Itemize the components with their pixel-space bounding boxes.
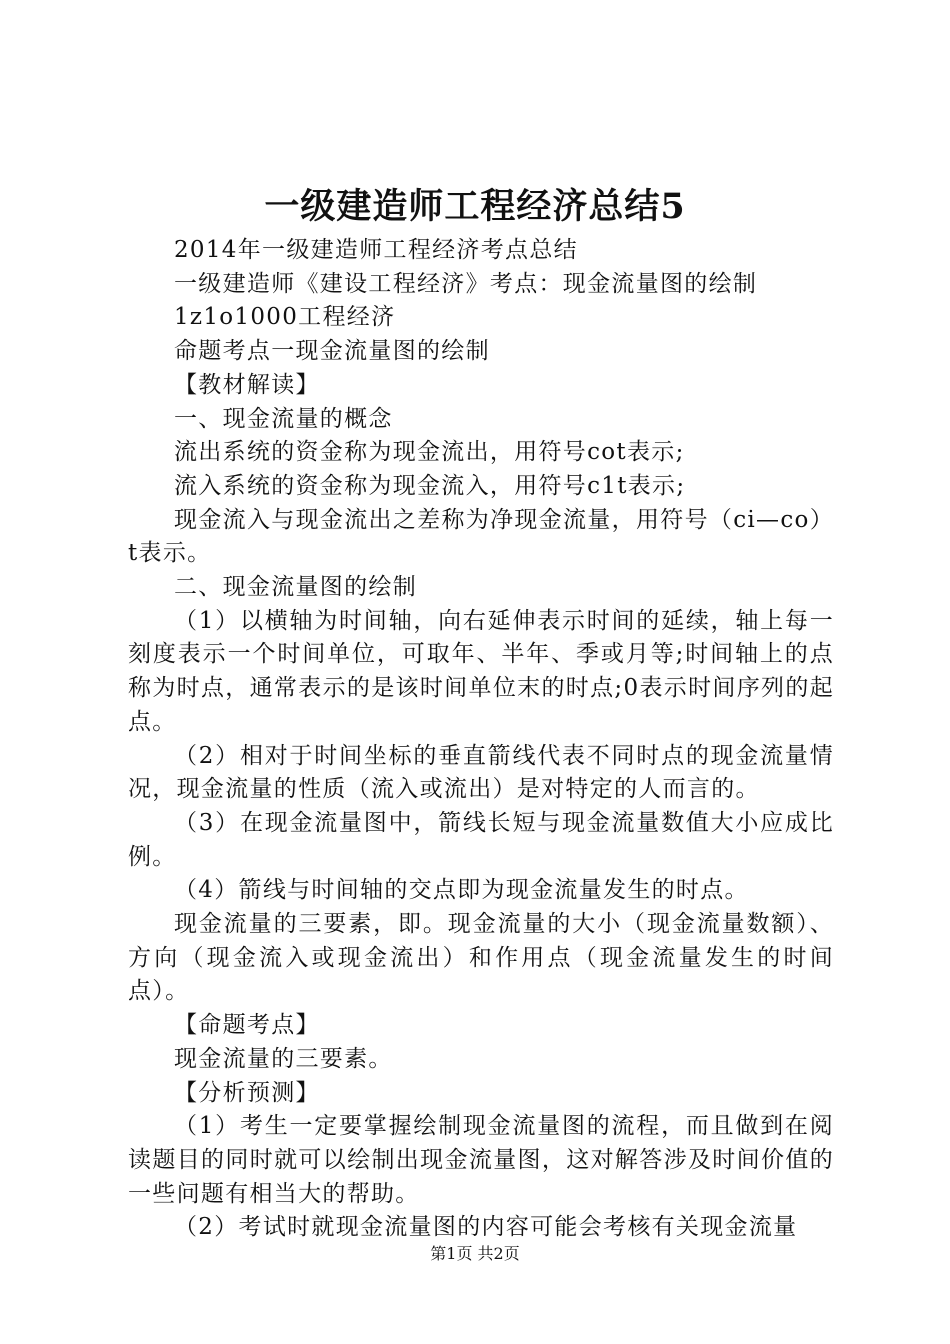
document-body <box>128 234 834 1245</box>
paragraph: 现金流量的三要素。 <box>174 1045 393 1072</box>
paragraph: （2）考试时就现金流量图的内容可能会考核有关现金流量 <box>174 1214 798 1241</box>
paragraph: 现金流入与现金流出之差称为净现金流量，用符号（ci—co）t表示。 <box>128 506 834 567</box>
paragraph: 流入系统的资金称为现金流入，用符号c1t表示; <box>174 472 686 499</box>
section-heading: 【教材解读】 <box>174 371 320 398</box>
page-number-footer: 第1页 共2页 <box>430 1244 520 1263</box>
paragraph: 2014年一级建造师工程经济考点总结 <box>174 237 578 263</box>
paragraph: （4）箭线与时间轴的交点即为现金流量发生的时点。 <box>174 877 749 904</box>
paragraph: （2）相对于时间坐标的垂直箭线代表不同时点的现金流量情况，现金流量的性质（流入或流出）是对特定的人而言的。 <box>128 742 834 803</box>
paragraph: （1）以横轴为时间轴，向右延伸表示时间的延续，轴上每一刻度表示一个时间单位，可取年、半年、季或月等;时间轴上的点称为时点，通常表示的是该时间单位末的时点;0表示时间序列的起点。 <box>128 607 834 735</box>
paragraph: （3）在现金流量图中，箭线长短与现金流量数值大小应成比例。 <box>128 809 834 870</box>
paragraph: 流出系统的资金称为现金流出，用符号cot表示; <box>174 439 685 466</box>
document-title: 一级建造师工程经济总结5 <box>264 186 686 227</box>
section-heading: 一、现金流量的概念 <box>174 405 393 432</box>
paragraph: 一级建造师《建设工程经济》考点：现金流量图的绘制 <box>174 270 758 297</box>
paragraph: 1z1o1000工程经济 <box>174 304 396 331</box>
section-heading: 【分析预测】 <box>174 1079 320 1106</box>
paragraph: 现金流量的三要素，即。现金流量的大小（现金流量数额）、方向（现金流入或现金流出）和作用点（现金流量发生的时间点）。 <box>128 911 834 1005</box>
paragraph: （1）考生一定要掌握绘制现金流量图的流程，而且做到在阅读题目的同时就可以绘制出现金流量图，这对解答涉及时间价值的一些问题有相当大的帮助。 <box>128 1113 834 1207</box>
section-heading: 【命题考点】 <box>174 1012 320 1039</box>
paragraph: 命题考点一现金流量图的绘制 <box>174 338 490 365</box>
section-heading: 二、现金流量图的绘制 <box>174 574 417 601</box>
